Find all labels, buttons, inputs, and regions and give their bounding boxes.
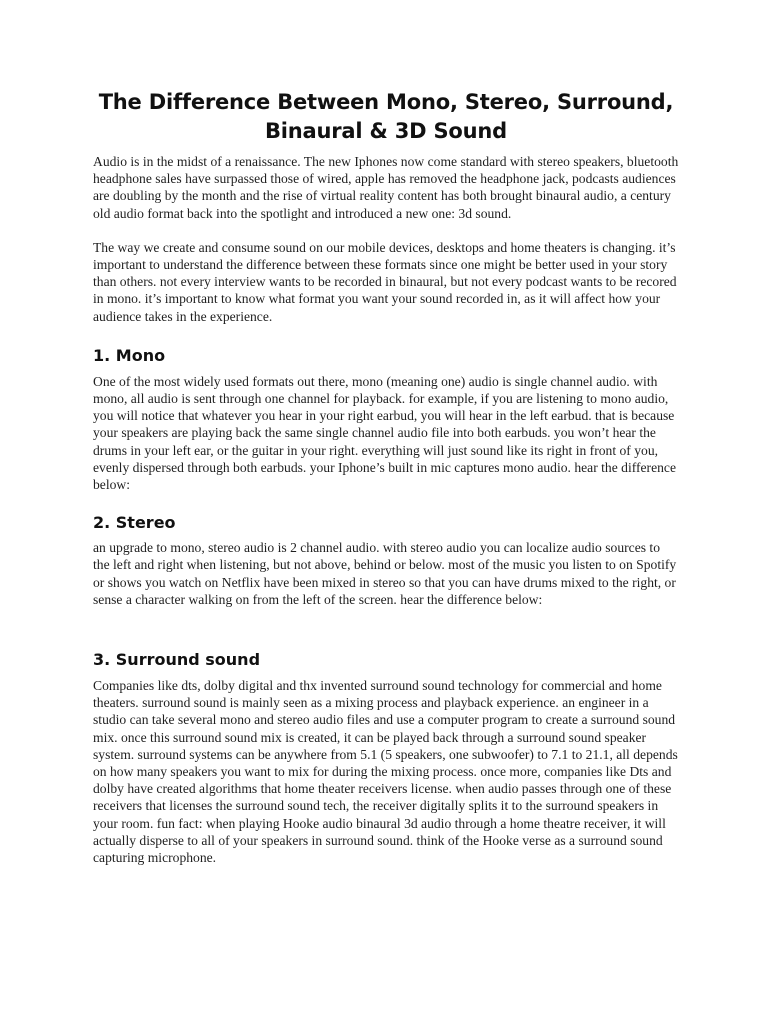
- section-heading-surround-sound: 3. Surround sound: [93, 650, 261, 670]
- intro-paragraph-2: The way we create and consume sound on our mobile devices, desktops and home theaters is changing. it’s important to understand the difference between these formats since one might be better used in your story than others. not every interview wants to be recorded in binaural, but not every podcast wants to be recored in mono. it’s important to know what format you want your sound recorded in, as it will affect how your audience takes in the experience.: [93, 239, 677, 324]
- article-body: [93, 88, 679, 866]
- section-body-surround-sound: Companies like dts, dolby digital and thx invented surround sound technology for commercial and home theaters. surround sound is mainly seen as a mixing process and playback experience. an engineer in a studio can take several mono and stereo audio files and use a computer program to create a surround sound mix. once this surround sound mix is created, it can be played back through a surround sound speaker system. surround systems can be anywhere from 5.1 (5 speakers, one subwoofer) to 7.1 to 21.1, all depends on how many speakers you want to mix for during the mixing process. once more, companies like Dts and dolby have created algorithms that home theater receivers license. when audio passes through one of these receivers that licenses the surround sound tech, the receiver digitally splits it to the surround speakers in your room. fun fact: when playing Hooke audio binaural 3d audio through a home theatre receiver, it will actually disperse to all of your speakers in surround sound. think of the Hooke verse as a surround sound capturing microphone.: [93, 678, 678, 866]
- section-heading-stereo: 2. Stereo: [93, 513, 176, 533]
- section-body-mono: One of the most widely used formats out there, mono (meaning one) audio is single channel audio. with mono, all audio is sent through one channel for playback. for example, if you are listening to mono audio, you will notice that whatever you hear in your right earbud, you will hear in the left earbud. that is because your speakers are playing back the same single channel audio file into both earbuds. you won’t hear the drums in your left ear, or the guitar in your right. everything will just sound like its right in front of you, evenly dispersed through both earbuds. your Iphone’s built in mic captures mono audio. hear the difference below:: [93, 373, 676, 493]
- section-body-stereo: an upgrade to mono, stereo audio is 2 channel audio. with stereo audio you can localize audio sources to the left and right when listening, but not above, behind or below. most of the music you listen to on Spotify or shows you watch on Netflix have been mixed in stereo so that you can have drums mixed to the right, or sense a character walking on from the left of the screen. hear the difference below:: [93, 540, 677, 607]
- article-title: The Difference Between Mono, Stereo, Surround, Binaural & 3D Sound: [98, 90, 674, 143]
- section-heading-mono: 1. Mono: [93, 345, 166, 365]
- intro-paragraph-1: Audio is in the midst of a renaissance. The new Iphones now come standard with stereo speakers, bluetooth headphone sales have surpassed those of wired, apple has removed the headphone jack, podcasts audiences are doubling by the month and the rise of virtual reality content has both brought binaural audio, a century old audio format back into the spotlight and introduced a new one: 3d sound.: [93, 154, 679, 221]
